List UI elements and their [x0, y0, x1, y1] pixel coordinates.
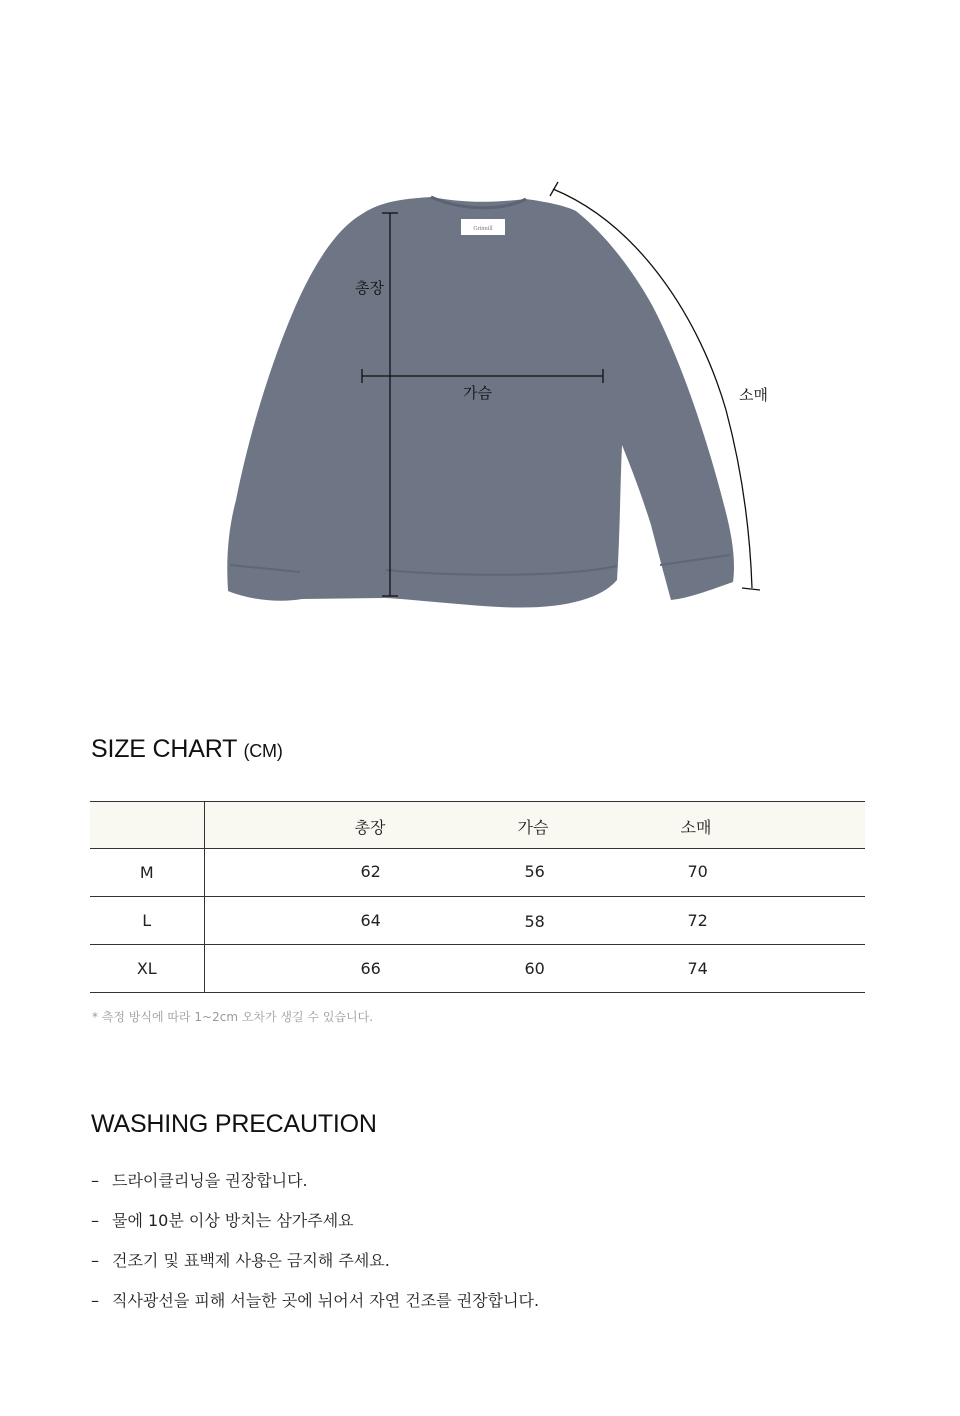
washing-list: [91, 1168, 539, 1328]
cell-measures: [204, 897, 865, 945]
washing-title: WASHING PRECAUTION: [91, 1110, 377, 1138]
bullet-dash: –: [91, 1211, 99, 1230]
cell-length: 66: [360, 959, 381, 978]
table-header-row: [90, 802, 865, 849]
length-label: 총장: [355, 279, 384, 297]
cell-size: XL: [90, 945, 204, 993]
cell-size: M: [90, 849, 204, 897]
cell-chest: 56: [524, 862, 545, 881]
cell-measures: [204, 945, 865, 993]
header-length: 총장: [354, 818, 386, 837]
sleeve-label: 소매: [739, 386, 768, 404]
chest-label: 가슴: [463, 384, 492, 402]
header-size: [90, 802, 204, 849]
list-item: [91, 1208, 539, 1248]
list-item-text: 드라이클리닝을 권장합니다.: [112, 1171, 308, 1190]
size-chart-unit: (CM): [243, 741, 283, 761]
cell-sleeve: 74: [687, 959, 708, 978]
measurement-note: * 측정 방식에 따라 1~2cm 오차가 생길 수 있습니다.: [92, 1010, 374, 1024]
cell-chest: 60: [524, 959, 545, 978]
table-row: [90, 945, 865, 993]
cell-length: 62: [360, 862, 381, 881]
cell-length: 64: [360, 911, 381, 930]
header-measures: [204, 802, 865, 849]
list-item-text: 직사광선을 피해 서늘한 곳에 뉘어서 자연 건조를 권장합니다.: [112, 1291, 540, 1310]
header-chest: 가슴: [517, 818, 549, 837]
list-item-text: 물에 10분 이상 방치는 삼가주세요: [112, 1211, 354, 1230]
size-table: [90, 801, 865, 993]
table-row: [90, 897, 865, 945]
sweater-illustration: [0, 0, 960, 680]
garment-diagram: [0, 0, 960, 680]
bullet-dash: –: [91, 1291, 99, 1310]
list-item-text: 건조기 및 표백제 사용은 금지해 주세요.: [112, 1251, 390, 1270]
sweater-shape: [227, 197, 734, 608]
neck-tag-text: Gritmill: [473, 226, 493, 232]
cell-size: L: [90, 897, 204, 945]
cell-sleeve: 70: [687, 862, 708, 881]
list-item: [91, 1168, 539, 1208]
header-sleeve: 소매: [680, 818, 712, 837]
size-chart-title-text: SIZE CHART: [91, 735, 237, 763]
bullet-dash: –: [91, 1251, 99, 1270]
cell-measures: [204, 849, 865, 897]
size-chart-title: [91, 734, 283, 766]
table-row: [90, 849, 865, 897]
list-item: [91, 1248, 539, 1288]
list-item: [91, 1288, 539, 1328]
bullet-dash: –: [91, 1171, 99, 1190]
cell-sleeve: 72: [687, 911, 708, 930]
cell-chest: 58: [524, 912, 545, 931]
